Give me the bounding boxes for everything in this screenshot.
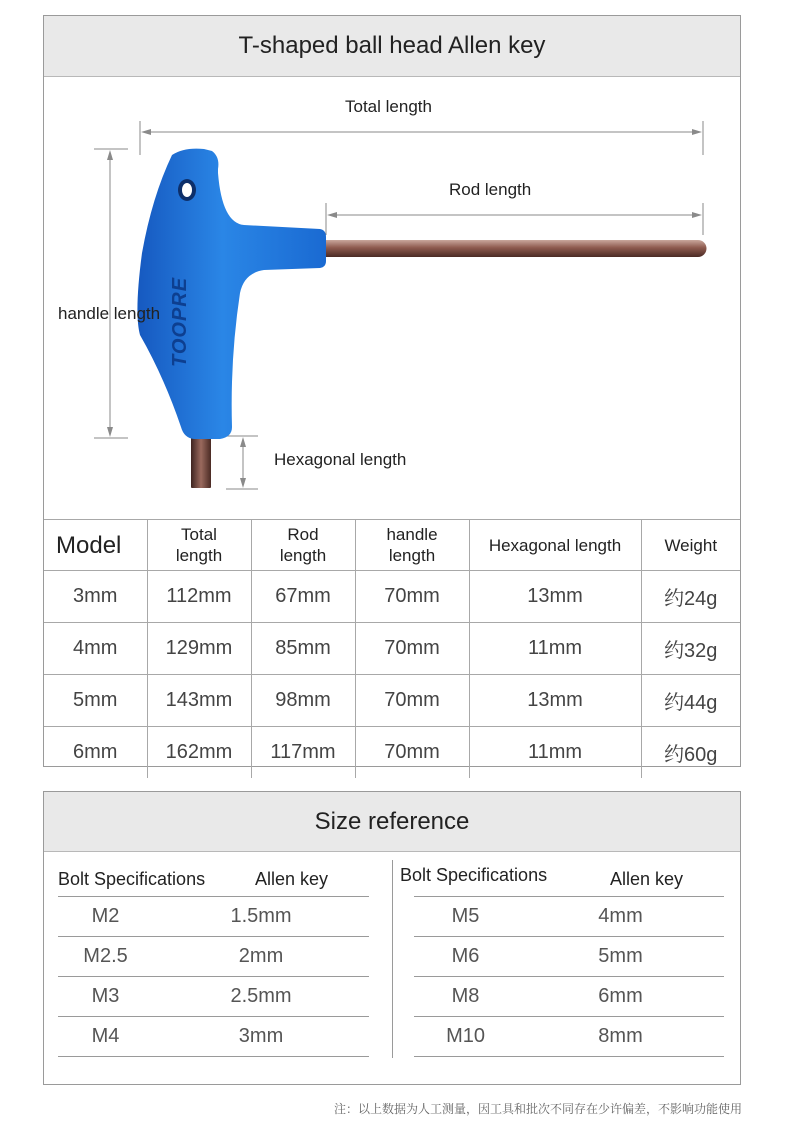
table-row [44,727,740,779]
cell-model: 4mm [44,623,147,675]
cell-total-length: 129mm [147,623,251,675]
header-allen-key: Allen key [610,869,684,889]
cell-model: 6mm [44,727,147,779]
cell-hexagonal-length: 11mm [469,623,641,675]
size-reference-right-header [400,852,724,896]
hexagonal-length-label: Hexagonal length [274,450,407,469]
table-row [44,675,740,727]
total-length-label: Total length [345,97,432,116]
bolt-spec: M2 [91,905,120,927]
footnote: 注：以上数据为人工测量，因工具和批次不同存在少许偏差，不影响功能使用 [333,1102,742,1116]
rod-length-label: Rod length [449,180,532,199]
bolt-spec: M8 [451,985,480,1007]
header-rod-length-text: Rod length [279,525,327,565]
list-item [58,936,369,976]
cell-total-length: 143mm [147,675,251,727]
allen-key-size: 5mm [598,945,643,967]
allen-key-size: 4mm [598,905,643,927]
bolt-spec: M5 [451,905,480,927]
spec-card [43,15,741,767]
spec-title: T-shaped ball head Allen key [44,16,740,77]
spec-table-header [44,520,740,571]
bolt-spec: M2.5 [83,945,128,967]
cell-hexagonal-length: 13mm [469,675,641,727]
handle-length-label: handle length [58,304,161,323]
cell-hexagonal-length: 11mm [469,727,641,779]
blue-handle [137,149,326,439]
table-row [44,571,740,623]
size-reference-left-header [58,852,369,896]
header-total-length [147,520,251,571]
cell-rod-length: 98mm [251,675,355,727]
rod-shaft [324,240,698,257]
cell-model: 3mm [44,571,147,623]
column-divider [392,860,393,1058]
hex-bit [191,432,211,488]
size-reference-right-table [400,852,724,1057]
cell-handle-length: 70mm [355,623,469,675]
cell-total-length: 112mm [147,571,251,623]
cell-hexagonal-length: 13mm [469,571,641,623]
list-item [414,936,724,976]
rod-length-dimension [326,203,703,235]
cell-weight: 约24g [641,571,740,623]
header-bolt-spec: Bolt Specifications [400,865,548,885]
bolt-spec: M6 [451,945,480,967]
table-row [44,623,740,675]
cell-model: 5mm [44,675,147,727]
cell-rod-length: 117mm [251,727,355,779]
cell-handle-length: 70mm [355,675,469,727]
allen-key-diagram [44,77,740,519]
header-total-length-text: Total length [175,525,223,565]
list-item [58,896,369,936]
cell-total-length: 162mm [147,727,251,779]
cell-rod-length: 67mm [251,571,355,623]
allen-key-size: 8mm [598,1025,643,1047]
cell-handle-length: 70mm [355,571,469,623]
list-item [58,976,369,1016]
header-allen-key: Allen key [255,869,329,889]
cell-rod-length: 85mm [251,623,355,675]
header-model: Model [44,520,147,571]
hexagonal-length-dimension [226,436,258,489]
handle-length-dimension [94,149,128,438]
size-reference-left-table [58,852,369,1057]
size-reference-card [43,791,741,1085]
header-bolt-spec: Bolt Specifications [58,869,206,889]
list-item [58,1016,369,1057]
list-item [414,1016,724,1057]
bolt-spec: M4 [91,1025,120,1047]
allen-key-size: 3mm [238,1025,284,1047]
header-handle-length [355,520,469,571]
allen-key-size: 6mm [598,985,643,1007]
allen-key-size: 2.5mm [230,985,292,1007]
total-length-dimension [140,121,703,155]
cell-handle-length: 70mm [355,727,469,779]
list-item [414,896,724,936]
cell-weight: 约44g [641,675,740,727]
brand-logo: TOOPRE [169,276,191,367]
header-hexagonal-length: Hexagonal length [469,520,641,571]
size-reference-title: Size reference [44,792,740,852]
header-weight: Weight [641,520,740,571]
ball-head [690,240,707,257]
header-rod-length [251,520,355,571]
bolt-spec: M10 [446,1025,485,1047]
allen-key-size: 2mm [238,945,284,967]
list-item [414,976,724,1016]
allen-key-size: 1.5mm [230,905,292,927]
cell-weight: 约32g [641,623,740,675]
spec-table [44,519,740,778]
header-handle-length-text: handle length [386,525,438,565]
cell-weight: 约60g [641,727,740,779]
bolt-spec: M3 [91,985,120,1007]
